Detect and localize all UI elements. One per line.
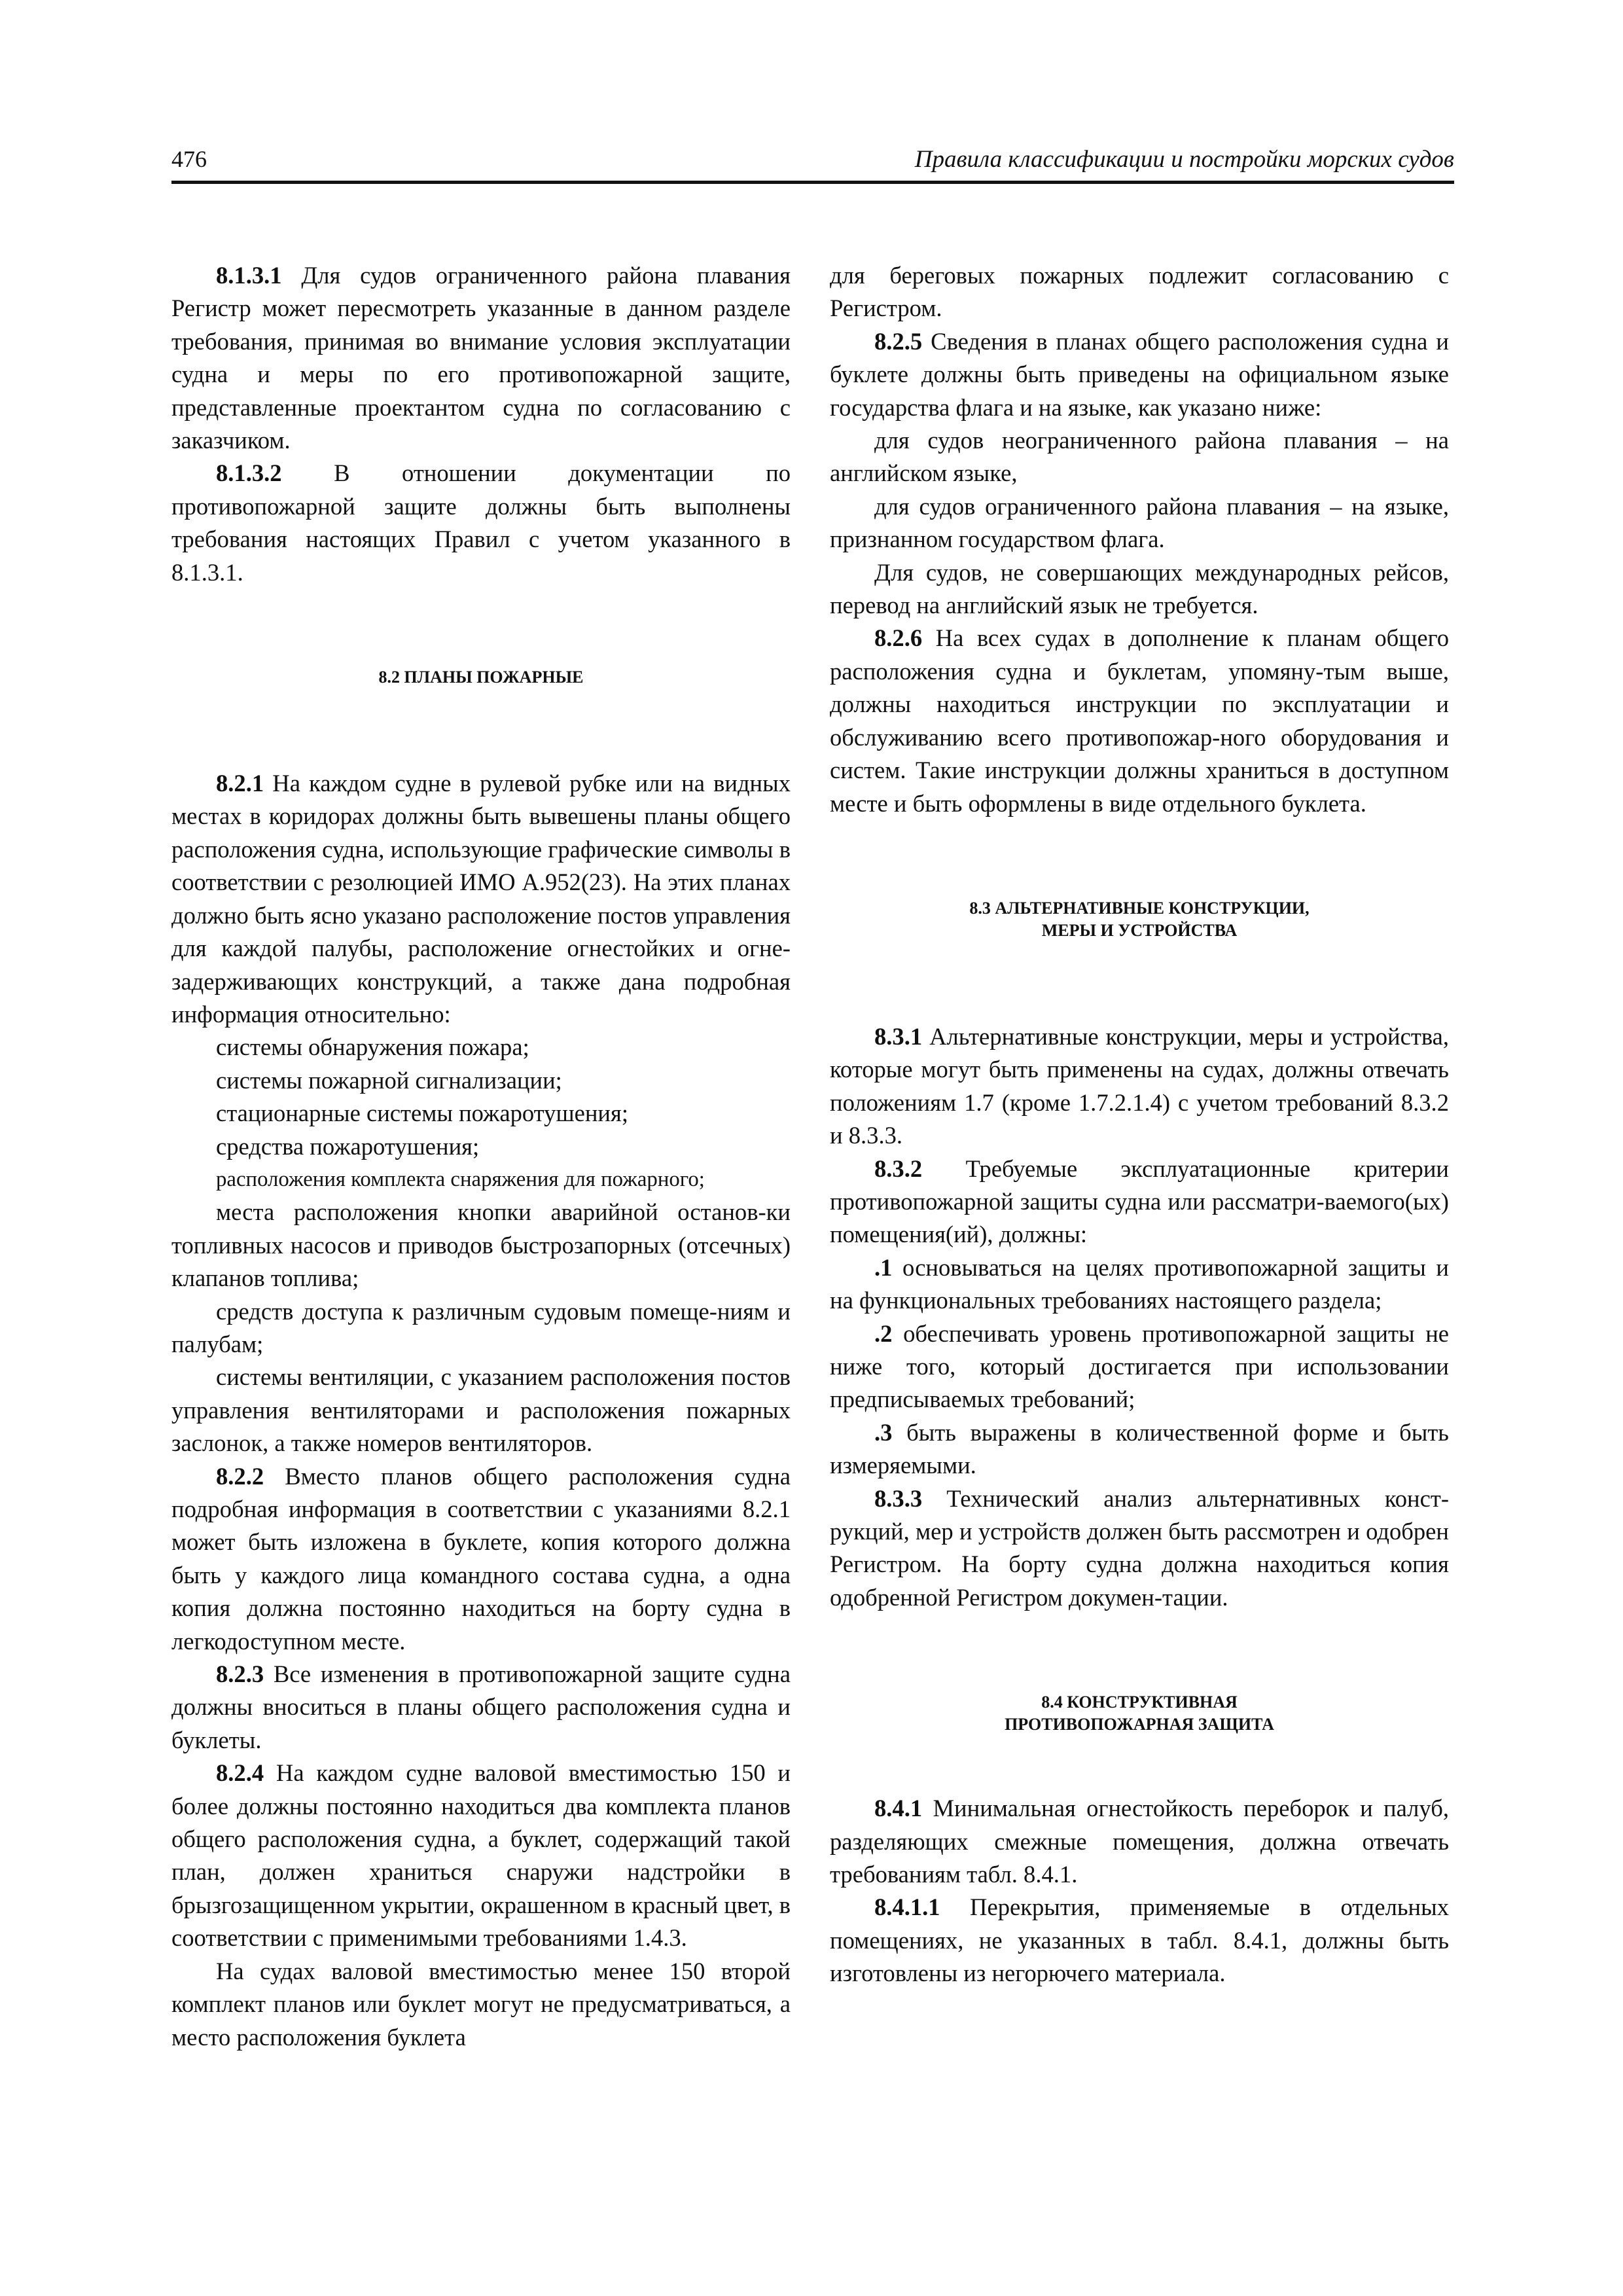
paragraph-8-3-1 xyxy=(830,1020,1449,1153)
paragraph-item-2 xyxy=(830,1318,1449,1416)
heading-line: ПРОТИВОПОЖАРНАЯ ЗАЩИТА xyxy=(1005,1715,1274,1734)
paragraph-text: Требуемые эксплуатационные критерии противопожарной защиты судна или рассматри-ваемого(ых) помещения(ий), должны: xyxy=(830,1155,1449,1248)
item-number: .1 xyxy=(874,1253,893,1281)
paragraph-8-2-5 xyxy=(830,325,1449,424)
paragraph-text: Альтернативные конструкции, меры и устройства, которые могут быть применены на судах, должны отвечать положениям 1.7 (кроме 1.7.2.1.4) с учетом требований 8.3.2 и 8.3.3. xyxy=(830,1022,1449,1149)
clause-number: 8.1.3.2 xyxy=(216,459,282,487)
section-heading-8-2: 8.2 ПЛАНЫ ПОЖАРНЫЕ xyxy=(378,668,584,687)
clause-number: 8.2.4 xyxy=(216,1759,264,1787)
paragraph-text: На каждом судне валовой вместимостью 150 и более должны постоянно находиться два комплекта планов общего расположения судна, а буклет, содержащий такой план, должен храниться снаружи надстройки в брызгозащищенном укрытии, окрашенном в красный цвет, в соответствии с применимыми требованиями 1.4.3. xyxy=(171,1759,791,1952)
paragraph-8-2-3 xyxy=(171,1658,791,1757)
heading-line: МЕРЫ И УСТРОЙСТВА xyxy=(1041,920,1238,940)
list-item: системы обнаружения пожара; xyxy=(216,1033,529,1061)
paragraph-text: Технический анализ альтернативных конст-рукций, мер и устройств должен быть рассмотрен и одобрен Регистром. На борту судна должна находиться копия одобренной Регистром докумен-тации. xyxy=(830,1484,1449,1611)
heading-line: 8.3 АЛЬТЕРНАТИВНЫЕ КОНСТРУКЦИИ, xyxy=(969,898,1310,918)
clause-number: 8.4.1.1 xyxy=(874,1893,940,1921)
list-item: стационарные системы пожаротушения; xyxy=(216,1100,628,1127)
paragraph-8-2-4 xyxy=(171,1757,791,1954)
paragraph-8-2-1 xyxy=(171,767,791,1031)
heading-line: 8.4 КОНСТРУКТИВНАЯ xyxy=(1041,1693,1238,1712)
paragraph-text: Вместо планов общего расположения судна подробная информация в соответствии с указаниями 8.2.1 может быть изложена в буклете, копия которого должна быть у каждого лица командного состава судна, а одна копия должна постоянно находиться на борту судна в легкодоступном месте. xyxy=(171,1462,791,1655)
paragraph-item-1 xyxy=(830,1251,1449,1318)
paragraph-small-ships: На судах валовой вместимостью менее 150 второй комплект планов или буклет могут не предусматриваться, а место расположения буклета xyxy=(171,1957,791,2051)
clause-number: 8.3.3 xyxy=(874,1484,923,1512)
left-column xyxy=(171,259,791,2054)
section-heading-8-3 xyxy=(830,897,1449,942)
paragraph-emergency-stop: места расположения кнопки аварийной останов-ки топливных насосов и приводов быстрозапорных (отсечных) клапанов топлива; xyxy=(171,1198,791,1292)
paragraph-unrestricted: для судов неограниченного района плавания – на английском языке, xyxy=(830,427,1449,487)
clause-number: 8.2.1 xyxy=(216,770,264,797)
paragraph-text: На каждом судне в рулевой рубке или на видных местах в коридорах должны быть вывешены планы общего расположения судна, использующие графические символы в соответствии с резолюцией ИМО А.952(23). На этих планах должно быть ясно указано расположение постов управления для каждой палубы, расположение огнестойких и огне-задерживающих конструкций, а также дана подробная информация относительно: xyxy=(171,770,791,1028)
paragraph-8-4-1-1 xyxy=(830,1891,1449,1990)
paragraph-8-2-6 xyxy=(830,622,1449,819)
paragraph-item-3 xyxy=(830,1416,1449,1482)
list-item: расположения комплекта снаряжения для пожарного; xyxy=(216,1167,705,1191)
paragraph-text: В отношении документации по противопожарной защите должны быть выполнены требования настоящих Правил с учетом указанного в 8.1.3.1. xyxy=(171,459,791,586)
paragraph-8-1-3-1 xyxy=(171,259,791,457)
paragraph-8-1-3-2 xyxy=(171,457,791,589)
clause-number: 8.4.1 xyxy=(874,1795,923,1822)
list-item: системы пожарной сигнализации; xyxy=(216,1066,562,1094)
right-column xyxy=(830,259,1449,1990)
clause-number: 8.3.2 xyxy=(874,1155,923,1182)
paragraph-continuation: для береговых пожарных подлежит согласованию с Регистром. xyxy=(830,262,1449,322)
item-number: .2 xyxy=(874,1319,893,1347)
paragraph-text: Для судов ограниченного района плавания Регистр может пересмотреть указанные в данном разделе требования, принимая во внимание условия эксплуатации судна и меры по его противопожарной защите, представленные проектантом судна по согласованию с заказчиком. xyxy=(171,262,791,454)
clause-number: 8.3.1 xyxy=(874,1022,923,1050)
paragraph-8-3-2 xyxy=(830,1153,1449,1251)
clause-number: 8.2.2 xyxy=(216,1462,264,1490)
paragraph-no-translation: Для судов, не совершающих международных рейсов, перевод на английский язык не требуется. xyxy=(830,558,1449,619)
paragraph-text: Сведения в планах общего расположения судна и буклете должны быть приведены на официальном языке государства флага и на языке, как указано ниже: xyxy=(830,327,1449,421)
page-header xyxy=(171,145,1454,184)
paragraph-text: Минимальная огнестойкость переборок и палуб, разделяющих смежные помещения, должна отвечать требованиям табл. 8.4.1. xyxy=(830,1795,1449,1888)
item-number: .3 xyxy=(874,1418,893,1446)
paragraph-text: Перекрытия, применяемые в отдельных помещениях, не указанных в табл. 8.4.1, должны быть изготовлены из негорючего материала. xyxy=(830,1893,1449,1987)
clause-number: 8.1.3.1 xyxy=(216,262,282,289)
page-number: 476 xyxy=(171,146,207,172)
paragraph-access-means: средств доступа к различным судовым помеще-ниям и палубам; xyxy=(171,1297,791,1357)
paragraph-8-2-2 xyxy=(171,1460,791,1658)
clause-number: 8.2.5 xyxy=(874,327,923,355)
list-item: средства пожаротушения; xyxy=(216,1132,480,1160)
paragraph-text: быть выражены в количественной форме и быть измеряемыми. xyxy=(830,1418,1449,1479)
clause-number: 8.2.3 xyxy=(216,1660,264,1688)
paragraph-restricted: для судов ограниченного района плавания – на языке, признанном государством флага. xyxy=(830,492,1449,553)
paragraph-text: На всех судах в дополнение к планам общего расположения судна и буклетам, упомяну-тым выше, должны находиться инструкции по эксплуатации и обслуживанию всего противопожар-ного оборудования и систем. Такие инструкции должны храниться в доступном месте и быть оформлены в виде отдельного буклета. xyxy=(830,624,1449,817)
paragraph-text: основываться на целях противопожарной защиты и на функциональных требованиях настоящего раздела; xyxy=(830,1253,1449,1314)
paragraph-ventilation: системы вентиляции, с указанием расположения постов управления вентиляторами и расположения пожарных заслонок, а также номеров вентиляторов. xyxy=(171,1363,791,1457)
running-title: Правила классификации и постройки морских судов xyxy=(914,146,1454,173)
clause-number: 8.2.6 xyxy=(874,624,923,652)
section-heading-8-4 xyxy=(830,1691,1449,1736)
paragraph-8-3-3 xyxy=(830,1482,1449,1615)
paragraph-text: Все изменения в противопожарной защите судна должны вноситься в планы общего расположения судна и буклеты. xyxy=(171,1660,791,1753)
paragraph-text: обеспечивать уровень противопожарной защиты не ниже того, который достигается при использовании предписываемых требований; xyxy=(830,1319,1449,1413)
paragraph-8-4-1 xyxy=(830,1792,1449,1891)
